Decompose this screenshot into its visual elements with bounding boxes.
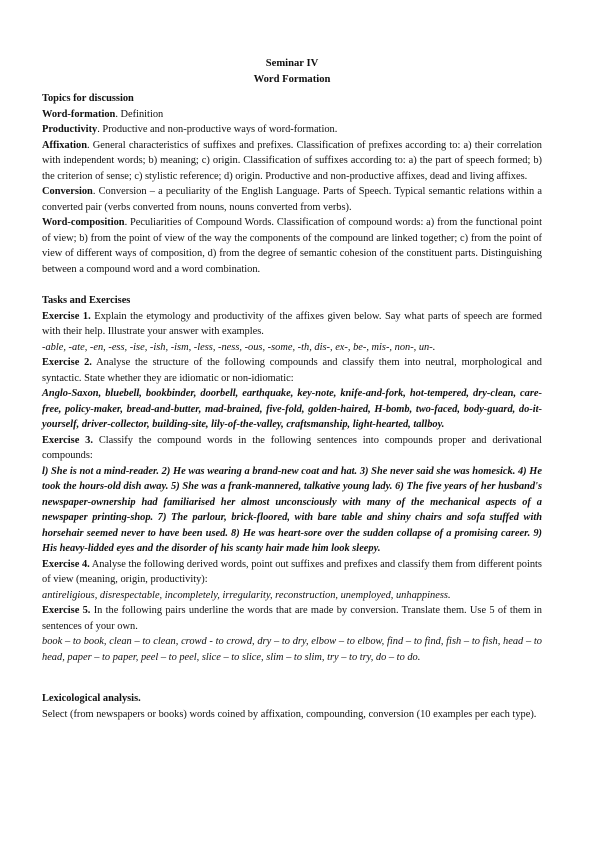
topic-text: . Conversion – a peculiarity of the English Language. Parts of Speech. Typical semantic relations within a converted pair (verbs converted from nouns, nouns converted from verbs).: [42, 186, 542, 213]
topic-term: Conversion: [42, 186, 93, 197]
topic-text: . Definition: [115, 108, 164, 120]
topic-text: . General characteristics of suffixes and prefixes. Classification of prefixes according to: a) their correlation with independent words; b) meaning; c) origin. Classification of suffixes according to: a) the part of speech formed; b) the criterion of sense; c) stylistic reference; d) origin. Productive and non-productive affixes, dead and living affixes.: [42, 139, 542, 182]
exercise-3-examples: l) She is not a mind-reader. 2) He was wearing a brand-new coat and hat. 3) She never said she was homesick. 4) He took the hours-old dish away. 5) She was a frank-mannered, talkative young lady. 6) The five years of her husband's newspaper-ownership had familiarised her almost unconsciously with many of the mechanical aspects of a newspaper printing-shop. 7) The parlour, brick-floored, with bare table and shiny chairs and sofa stuffed with horsehair seemed never to have been used. 8) He was heart-sore over the sudden collapse of a promising career. 9) His heavy-lidded eyes and the disorder of his scanty hair made him look sleepy.: [42, 465, 542, 554]
exercise-1: [42, 309, 542, 340]
seminar-number: Seminar IV: [265, 58, 319, 69]
exercise-label: Exercise 4.: [42, 558, 90, 570]
lexical-heading: Lexicological analysis.: [42, 693, 141, 704]
topic-term: Affixation: [42, 139, 88, 151]
topic-word-formation: [42, 107, 542, 123]
topic-affixation: [42, 138, 542, 185]
exercise-text: Analyse the following derived words, point out suffixes and prefixes and classify them from different points of view (meaning, origin, productivity):: [42, 558, 542, 585]
exercise-5: [42, 603, 542, 634]
topic-term: Word-formation: [42, 108, 116, 120]
topic-term: Productivity: [42, 124, 98, 135]
topic-text: . Productive and non-productive ways of word-formation.: [97, 124, 338, 135]
topic-text: . Peculiarities of Compound Words. Classification of compound words: a) from the functional point of view; b) from the point of view of the way the components of the compound are linked together; c) from the point of view of different ways of composition, d) from the degree of semantic cohesion of the constituent parts. Distinguishing between a compound word and a word combination.: [42, 217, 542, 275]
page-title: Word Formation: [253, 74, 331, 85]
exercise-2-examples: Anglo-Saxon, bluebell, bookbinder, doorbell, earthquake, key-note, knife-and-fork, hot-tempered, dry-clean, care-free, policy-maker, bread-and-butter, mad-brained, five-fold, golden-haired, H-bomb, two-faced, body-guard, do-it-yourself, driver-collector, building-site, lily-of-the-valley, craftsmanship, light-hearted, tallboy.: [42, 388, 542, 430]
exercise-text: In the following pairs underline the words that are made by conversion. Translate them. Use 5 of them in sentences of your own.: [42, 605, 542, 632]
topic-term: Word-composition: [42, 217, 125, 228]
section-spacer: [42, 665, 542, 691]
exercise-2: [42, 355, 542, 386]
exercise-3: [42, 433, 542, 464]
topic-productivity: [42, 122, 542, 138]
section-spacer: [42, 277, 542, 293]
title-block: [42, 56, 542, 88]
exercise-text: Classify the compound words in the following sentences into compounds proper and derivational compounds:: [42, 434, 542, 461]
topic-conversion: [42, 184, 542, 215]
exercise-4-examples: antireligious, disrespectable, incompletely, irregularity, reconstruction, unemployed, unhappiness.: [42, 589, 451, 601]
exercise-4: [42, 557, 542, 588]
exercise-5-examples: book – to book, clean – to clean, crowd - to crowd, dry – to dry, elbow – to elbow, find – to find, fish – to fish, head – to head, paper – to paper, peel – to peel, slice – to slice, slim – to slim, try – to try, do – to do.: [42, 636, 542, 663]
exercise-label: Exercise 1.: [42, 310, 91, 322]
exercise-label: Exercise 5.: [42, 605, 91, 616]
exercise-1-examples: -able, -ate, -en, -ess, -ise, -ish, -ism, -less, -ness, -ous, -some, -th, dis-, ex-, be-, mis-, non-, un-.: [42, 341, 436, 353]
topic-word-composition: [42, 215, 542, 277]
lexical-text: Select (from newspapers or books) words coined by affixation, compounding, conversion (10 examples per each type).: [42, 708, 537, 720]
topics-heading: Topics for discussion: [42, 93, 134, 104]
exercise-text: Analyse the structure of the following compounds and classify them into neutral, morphological and syntactic. State whether they are idiomatic or non-idiomatic:: [42, 357, 542, 384]
exercise-text: Explain the etymology and productivity of the affixes given below. Say what parts of speech are formed with their help. Illustrate your answer with examples.: [42, 310, 542, 337]
exercise-label: Exercise 3.: [42, 434, 93, 446]
tasks-heading: Tasks and Exercises: [42, 295, 131, 306]
exercise-label: Exercise 2.: [42, 357, 92, 368]
